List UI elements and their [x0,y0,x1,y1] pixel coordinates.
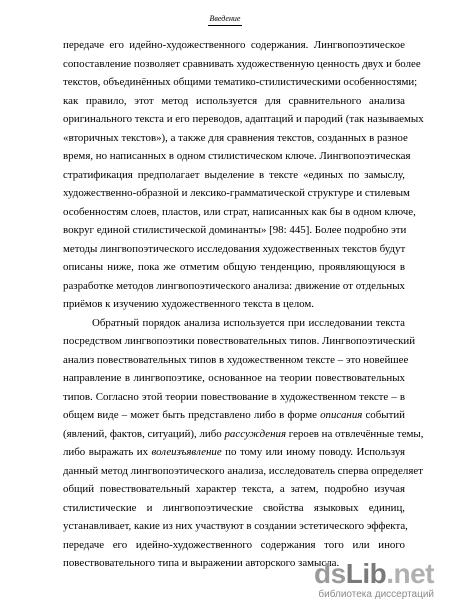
text-line: передаче его идейно-художественного содержания того или иного [63,538,405,551]
italic-term: описания [320,409,363,421]
text-line: либо выражать их волеизъявление по тому или иному поводу. Используя [63,446,406,458]
page-header-title: Введение [208,14,243,26]
paragraph-start-line: Обратный порядок анализа используется при исследовании текста [92,316,405,329]
text-line: методы лингвопоэтического исследования художественных текстов будут [63,242,406,255]
text-line: общий повествовательный характер текста, а затем, подробно изучая [63,483,405,495]
italic-term: волеизъявление [151,446,222,458]
watermark [314,560,434,601]
text-line: особенностям слоев, пластов, или страт, написанных как бы в одном ключе, [63,205,416,218]
text-line: художественно-образной и лексико-грамматической структуре и стилевым [63,187,410,199]
text-line: оригинального текста и его переводов, адаптаций и пародий (так называемых [63,113,424,125]
italic-term: рассуждения [224,427,287,440]
text-line: сопоставление позволяет сравнивать художественную ценность двух и более [63,57,421,70]
text-line: типов. Согласно этой теории повествование в художественном тексте – в [63,390,405,403]
watermark-subtitle: библиотека диссертаций [318,589,434,600]
text-line: приёмов к изучению художественного текста в целом. [63,298,314,310]
text-line: посредством лингвопоэтики повествовательных типов. Лингвопоэтический [63,335,416,347]
text-line: стратификация предполагает выделение в тексте «единых по замыслу, [63,168,405,181]
watermark-logo: dsLib.net [314,558,434,589]
page-header [0,8,450,26]
text-line: общем виде – может быть представлено либо в форме описания событий [63,409,405,421]
text-line: текстов, объединённых общими тематико-стилистическими особенностями; [63,76,418,88]
text-line: как правило, этот метод используется для сравнительного анализа [63,94,405,107]
text-line: время, но написанных в одном стилистическом ключе. Лингвопоэтическая [63,150,411,162]
text-line: (явлений, фактов, ситуаций), либо рассуждения героев на отвлечённые темы, [63,427,424,440]
text-line: стилистические и лингвопоэтические свойства языковых единиц, [63,501,405,514]
document-body [63,36,424,573]
text-line: разработке методов лингвопоэтического анализа: движение от отдельных [63,279,405,292]
text-line: анализ повествовательных типов в художественном тексте – это новейшее [63,353,409,366]
text-line: описаны ниже, пока же отметим общую тенденцию, проявляющуюся в [63,261,405,273]
text-line: передаче его идейно-художественного содержания. Лингвопоэтическое [63,39,405,51]
text-line: повествовательного типа и выражении авторского замысла. [63,557,340,569]
text-line: направление в лингвопоэтике, основанное на теории повествовательных [63,372,405,384]
text-line: вокруг единой стилистической доминанты» [98: 445]. Более подробно эти [63,224,407,236]
text-line: данный метод лингвопоэтического анализа, исследователь сперва определяет [63,464,423,477]
text-line: «вторичных текстов»), а также для сравнения текстов, созданных в разное [63,131,408,144]
text-line: устанавливает, какие из них участвуют в создании эстетического эффекта, [63,520,408,532]
